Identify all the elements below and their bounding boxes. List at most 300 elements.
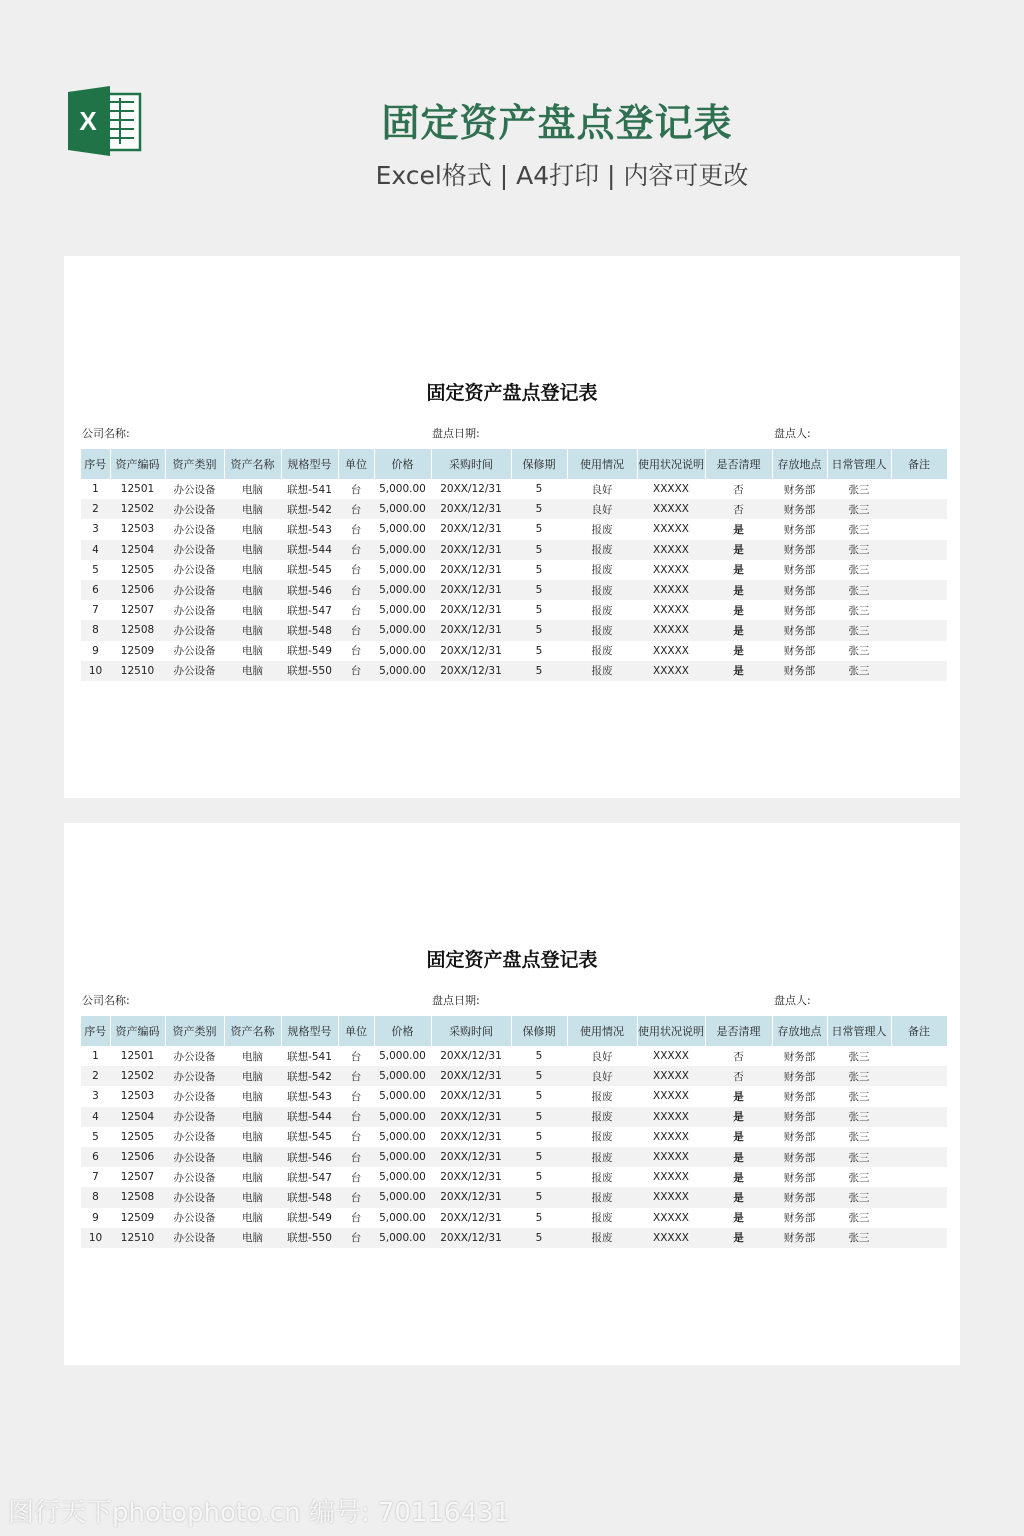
table-cell: 张三 — [848, 1050, 870, 1063]
table-cell: 12503 — [120, 523, 155, 536]
table-cell: 办公设备 — [173, 1171, 216, 1184]
table-cell: 良好 — [591, 483, 613, 496]
table-cell: 5 — [535, 644, 543, 657]
column-header: 序号 — [81, 449, 110, 479]
table-cell: 办公设备 — [165, 1107, 224, 1127]
table-row — [81, 1046, 947, 1066]
table-cell: 张三 — [848, 1212, 870, 1225]
table-cell: 20XX/12/31 — [440, 1211, 502, 1224]
table-cell — [891, 560, 947, 580]
table-row — [81, 479, 947, 499]
table-cell: 报废 — [567, 540, 637, 560]
table-cell: 财务部 — [783, 604, 816, 617]
table-cell: 联想-541 — [287, 483, 332, 496]
table-cell: XXXXX — [637, 1147, 705, 1167]
table-cell: 电脑 — [242, 1212, 263, 1225]
table-cell: 12510 — [110, 1228, 165, 1248]
table-row — [81, 580, 947, 600]
table-cell: 财务部 — [772, 661, 827, 681]
table-cell: 12501 — [120, 1050, 155, 1063]
table-cell: 20XX/12/31 — [431, 580, 511, 600]
column-header: 存放地点 — [772, 1016, 827, 1046]
table-cell: 台 — [350, 604, 362, 617]
table-cell: XXXXX — [653, 1050, 689, 1063]
sheet-preview-2 — [64, 823, 960, 1365]
table-cell: 办公设备 — [173, 483, 216, 496]
table-row — [81, 1107, 947, 1127]
table-cell — [891, 641, 947, 661]
table-cell: 张三 — [848, 1171, 870, 1184]
table-cell: 5 — [535, 1171, 543, 1184]
table-row — [81, 661, 947, 681]
table-cell: 5,000.00 — [379, 604, 426, 617]
table-cell: 报废 — [567, 1228, 637, 1248]
inventory-person-label: 盘点人: — [774, 427, 811, 440]
table-cell: 联想-549 — [287, 645, 332, 658]
table-cell: 6 — [81, 580, 110, 600]
table-cell: 电脑 — [224, 1187, 281, 1207]
table-cell: 联想-543 — [287, 523, 332, 536]
table-cell: 电脑 — [224, 620, 281, 640]
sheet-preview-1 — [64, 256, 960, 798]
table-cell: 5,000.00 — [374, 620, 431, 640]
table-cell: 12507 — [120, 604, 155, 617]
table-cell — [891, 1167, 947, 1187]
table-cell: 台 — [350, 1131, 362, 1144]
table-cell: 5 — [511, 1066, 567, 1086]
column-header: 资产名称 — [224, 449, 281, 479]
table-cell: 电脑 — [224, 540, 281, 560]
table-cell: 5 — [535, 523, 543, 536]
table-cell: 电脑 — [242, 1171, 263, 1184]
main-title: 固定资产盘点登记表 — [381, 101, 733, 145]
table-cell: 办公设备 — [165, 540, 224, 560]
table-cell: XXXXX — [637, 580, 705, 600]
table-cell — [891, 1046, 947, 1066]
table-cell: 20XX/12/31 — [431, 620, 511, 640]
table-cell: 电脑 — [242, 564, 263, 577]
table-cell: 台 — [338, 1228, 374, 1248]
table-cell: 台 — [338, 1147, 374, 1167]
table-cell: 台 — [338, 661, 374, 681]
column-header: 保修期 — [511, 449, 567, 479]
table-cell: 12509 — [120, 1211, 155, 1224]
table-cell: 5 — [535, 1050, 543, 1063]
table-cell: 台 — [338, 1107, 374, 1127]
table-cell: 财务部 — [783, 1131, 816, 1144]
table-cell: 5 — [535, 604, 543, 617]
table-cell: 台 — [350, 1212, 362, 1225]
table-cell: 20XX/12/31 — [431, 1147, 511, 1167]
table-cell: 报废 — [567, 1147, 637, 1167]
table-cell: 20XX/12/31 — [440, 523, 502, 536]
table-cell: 5,000.00 — [374, 580, 431, 600]
table-cell: 张三 — [848, 1090, 870, 1103]
excel-logo-letter: X — [79, 106, 97, 136]
table-cell: 5 — [92, 1130, 99, 1143]
column-header: 序号 — [81, 1016, 110, 1046]
table-cell: 12505 — [120, 1130, 155, 1143]
table-cell: 电脑 — [224, 661, 281, 681]
table-cell: XXXXX — [653, 1090, 689, 1103]
table-cell: 20XX/12/31 — [440, 1090, 502, 1103]
table-cell: XXXXX — [637, 1187, 705, 1207]
table-cell: 20XX/12/31 — [431, 499, 511, 519]
table-cell: 10 — [81, 661, 110, 681]
table-cell: 台 — [350, 523, 362, 536]
table-cell: 台 — [350, 1171, 362, 1184]
table-cell: 电脑 — [242, 604, 263, 617]
table-row — [81, 1086, 947, 1106]
table-cell: 财务部 — [783, 1050, 816, 1063]
table-cell — [891, 1228, 947, 1248]
table-cell: 报废 — [567, 1107, 637, 1127]
table-cell: 联想-547 — [287, 604, 332, 617]
table-header-row — [81, 449, 947, 479]
table-cell: 1 — [92, 1050, 99, 1063]
table-cell: 是 — [705, 540, 772, 560]
table-cell: 张三 — [827, 1147, 891, 1167]
table-cell: 2 — [81, 1066, 110, 1086]
column-header: 规格型号 — [281, 1016, 338, 1046]
table-cell: 电脑 — [242, 483, 263, 496]
watermark-text: 图行天下photophoto.cn 编号: 70116431 — [8, 1498, 511, 1528]
table-cell: 是 — [705, 1228, 772, 1248]
table-cell: 张三 — [848, 523, 870, 536]
table-cell: 报废 — [591, 645, 613, 658]
table-row — [81, 519, 947, 539]
table-cell: 是 — [733, 564, 744, 577]
sheet-title: 固定资产盘点登记表 — [426, 949, 598, 971]
table-cell: 财务部 — [772, 1066, 827, 1086]
table-cell: XXXXX — [653, 1211, 689, 1224]
table-cell: 是 — [705, 1187, 772, 1207]
column-header: 存放地点 — [772, 449, 827, 479]
table-row — [81, 1167, 947, 1187]
asset-table — [81, 1016, 948, 1248]
table-cell: 5,000.00 — [374, 1228, 431, 1248]
inventory-date-label: 盘点日期: — [432, 427, 480, 440]
table-cell: 12509 — [120, 644, 155, 657]
table-cell: 办公设备 — [173, 645, 216, 658]
table-cell: XXXXX — [637, 1107, 705, 1127]
column-header: 采购时间 — [431, 449, 511, 479]
table-row — [81, 540, 947, 560]
table-cell: 电脑 — [242, 523, 263, 536]
table-cell: 是 — [733, 604, 744, 617]
table-cell: XXXXX — [637, 661, 705, 681]
table-cell: 20XX/12/31 — [440, 1171, 502, 1184]
table-cell: 5 — [535, 1211, 543, 1224]
table-cell: 财务部 — [772, 540, 827, 560]
table-cell — [891, 1086, 947, 1106]
table-cell: 办公设备 — [165, 1147, 224, 1167]
table-cell: 联想-542 — [281, 499, 338, 519]
table-cell: 张三 — [848, 604, 870, 617]
table-cell: 5 — [535, 483, 543, 496]
table-cell: 12501 — [120, 483, 155, 496]
table-cell: 12504 — [110, 540, 165, 560]
column-header: 资产编码 — [110, 1016, 165, 1046]
table-cell: 5,000.00 — [374, 499, 431, 519]
table-cell: 是 — [705, 1107, 772, 1127]
table-cell: 办公设备 — [165, 620, 224, 640]
table-cell: 报废 — [591, 1212, 613, 1225]
table-cell: 12508 — [110, 620, 165, 640]
table-cell: 办公设备 — [173, 1090, 216, 1103]
table-cell: 5 — [511, 620, 567, 640]
table-header-row — [81, 1016, 947, 1046]
table-cell: 联想-544 — [281, 1107, 338, 1127]
table-cell: 办公设备 — [173, 604, 216, 617]
asset-table — [81, 449, 948, 681]
table-cell: 台 — [350, 1050, 362, 1063]
table-cell — [891, 1127, 947, 1147]
table-cell: 5 — [535, 1130, 543, 1143]
table-cell: 财务部 — [783, 645, 816, 658]
column-header: 使用情况 — [567, 449, 637, 479]
table-cell: XXXXX — [637, 1228, 705, 1248]
table-cell: 张三 — [827, 1066, 891, 1086]
table-cell: 20XX/12/31 — [431, 1066, 511, 1086]
table-cell: 1 — [92, 483, 99, 496]
table-cell: 良好 — [567, 1066, 637, 1086]
column-header: 采购时间 — [431, 1016, 511, 1046]
inventory-person-label: 盘点人: — [774, 994, 811, 1007]
table-cell: 5,000.00 — [374, 540, 431, 560]
table-cell: 5,000.00 — [379, 483, 426, 496]
table-cell: 5 — [511, 580, 567, 600]
table-cell: 财务部 — [772, 580, 827, 600]
table-cell: 电脑 — [242, 1090, 263, 1103]
table-cell: 张三 — [827, 620, 891, 640]
table-cell: 5,000.00 — [374, 1066, 431, 1086]
table-cell: 5 — [511, 1187, 567, 1207]
table-cell: XXXXX — [653, 644, 689, 657]
company-name-label: 公司名称: — [82, 427, 130, 440]
table-cell: 否 — [733, 483, 744, 496]
table-cell: 办公设备 — [165, 580, 224, 600]
inventory-date-label: 盘点日期: — [432, 994, 480, 1007]
table-cell: 电脑 — [242, 1131, 263, 1144]
table-cell: 台 — [350, 645, 362, 658]
table-cell: 8 — [81, 1187, 110, 1207]
column-header: 价格 — [374, 1016, 431, 1046]
table-cell: 3 — [92, 523, 99, 536]
table-cell: 否 — [733, 1050, 744, 1063]
column-header: 单位 — [338, 1016, 374, 1046]
table-cell: 20XX/12/31 — [440, 563, 502, 576]
table-cell: 20XX/12/31 — [431, 1187, 511, 1207]
table-cell: 20XX/12/31 — [440, 1130, 502, 1143]
table-cell: 联想-546 — [281, 580, 338, 600]
table-cell: 10 — [81, 1228, 110, 1248]
table-cell: 电脑 — [224, 499, 281, 519]
table-cell: 台 — [350, 564, 362, 577]
table-cell: 张三 — [827, 540, 891, 560]
table-cell — [891, 499, 947, 519]
table-cell: 联想-545 — [287, 564, 332, 577]
table-cell: 6 — [81, 1147, 110, 1167]
table-cell: 是 — [705, 661, 772, 681]
table-cell: 联想-550 — [281, 1228, 338, 1248]
table-row — [81, 1066, 947, 1086]
table-cell — [891, 600, 947, 620]
table-cell: 20XX/12/31 — [431, 1107, 511, 1127]
table-cell: 是 — [705, 620, 772, 640]
column-header: 资产编码 — [110, 449, 165, 479]
column-header: 使用情况 — [567, 1016, 637, 1046]
table-row — [81, 600, 947, 620]
table-cell: 12506 — [110, 580, 165, 600]
table-cell: 是 — [705, 1147, 772, 1167]
table-row — [81, 560, 947, 580]
table-cell: 办公设备 — [173, 1212, 216, 1225]
table-cell: 20XX/12/31 — [440, 604, 502, 617]
table-cell: 财务部 — [772, 1228, 827, 1248]
table-cell: 财务部 — [783, 483, 816, 496]
table-cell: 12505 — [120, 563, 155, 576]
column-header: 备注 — [891, 449, 947, 479]
table-cell — [891, 620, 947, 640]
table-cell: 电脑 — [242, 1050, 263, 1063]
table-cell: 报废 — [567, 580, 637, 600]
table-cell: 报废 — [591, 1131, 613, 1144]
table-row — [81, 1228, 947, 1248]
table-cell: 报废 — [591, 1171, 613, 1184]
table-cell: 电脑 — [224, 1066, 281, 1086]
table-cell: 联想-542 — [281, 1066, 338, 1086]
table-cell: 电脑 — [224, 1147, 281, 1167]
table-row — [81, 1147, 947, 1167]
column-header: 使用状况说明 — [637, 1016, 705, 1046]
column-header: 保修期 — [511, 1016, 567, 1046]
table-cell: 张三 — [827, 580, 891, 600]
table-cell: 是 — [733, 523, 744, 536]
table-cell: 5,000.00 — [374, 1107, 431, 1127]
table-cell: XXXXX — [637, 620, 705, 640]
table-cell: 12506 — [110, 1147, 165, 1167]
column-header: 资产类别 — [165, 449, 224, 479]
table-cell: 良好 — [591, 1050, 613, 1063]
table-cell: 5,000.00 — [374, 661, 431, 681]
table-cell: 财务部 — [772, 1147, 827, 1167]
table-cell — [891, 661, 947, 681]
table-cell: 20XX/12/31 — [440, 483, 502, 496]
table-cell: 联想-548 — [281, 620, 338, 640]
table-cell: XXXXX — [653, 563, 689, 576]
table-cell: XXXXX — [637, 1066, 705, 1086]
table-cell: 20XX/12/31 — [440, 644, 502, 657]
table-cell: 12504 — [110, 1107, 165, 1127]
table-cell: 5 — [511, 661, 567, 681]
company-name-label: 公司名称: — [82, 994, 130, 1007]
table-cell: 办公设备 — [165, 1228, 224, 1248]
table-cell: 报废 — [567, 661, 637, 681]
table-cell — [891, 1107, 947, 1127]
column-header: 日常管理人 — [827, 1016, 891, 1046]
column-header: 日常管理人 — [827, 449, 891, 479]
column-header: 单位 — [338, 449, 374, 479]
table-cell: 联想-546 — [281, 1147, 338, 1167]
table-cell: XXXXX — [653, 1130, 689, 1143]
table-cell: 12508 — [110, 1187, 165, 1207]
table-cell: 9 — [92, 644, 99, 657]
table-cell: 否 — [705, 499, 772, 519]
table-cell: 财务部 — [783, 564, 816, 577]
table-cell: 良好 — [567, 499, 637, 519]
table-cell: 5 — [511, 499, 567, 519]
table-cell: 张三 — [827, 661, 891, 681]
table-cell: 12507 — [120, 1171, 155, 1184]
table-cell: 张三 — [848, 645, 870, 658]
table-cell: 5 — [535, 563, 543, 576]
table-row — [81, 620, 947, 640]
table-cell: 办公设备 — [173, 523, 216, 536]
table-cell: 报废 — [567, 1187, 637, 1207]
table-cell: 5,000.00 — [379, 1090, 426, 1103]
table-cell: 5 — [511, 1147, 567, 1167]
table-cell: 12502 — [110, 1066, 165, 1086]
column-header: 资产名称 — [224, 1016, 281, 1046]
table-cell: 办公设备 — [165, 499, 224, 519]
table-cell: 4 — [81, 540, 110, 560]
table-cell: 台 — [338, 499, 374, 519]
table-cell: 办公设备 — [165, 1066, 224, 1086]
table-cell: 5,000.00 — [379, 1050, 426, 1063]
table-cell: 电脑 — [242, 645, 263, 658]
table-cell: 5 — [535, 1090, 543, 1103]
table-cell: 财务部 — [783, 1090, 816, 1103]
table-cell: 张三 — [827, 1187, 891, 1207]
table-cell: 12510 — [110, 661, 165, 681]
table-cell: 财务部 — [772, 499, 827, 519]
table-cell: 8 — [81, 620, 110, 640]
table-cell — [891, 540, 947, 560]
table-row — [81, 1187, 947, 1207]
table-cell: XXXXX — [653, 523, 689, 536]
table-cell: 20XX/12/31 — [440, 1050, 502, 1063]
table-cell — [891, 519, 947, 539]
table-cell: 联想-545 — [287, 1131, 332, 1144]
table-cell: 20XX/12/31 — [431, 1228, 511, 1248]
table-cell: 5,000.00 — [374, 1187, 431, 1207]
table-cell: 5 — [511, 540, 567, 560]
table-cell: XXXXX — [637, 540, 705, 560]
table-cell: 5 — [511, 1228, 567, 1248]
table-cell: 5,000.00 — [379, 1130, 426, 1143]
table-cell: 5 — [92, 563, 99, 576]
column-header: 使用状况说明 — [637, 449, 705, 479]
table-cell: 联想-541 — [287, 1050, 332, 1063]
table-cell — [891, 580, 947, 600]
column-header: 是否清理 — [705, 1016, 772, 1046]
table-cell: XXXXX — [653, 483, 689, 496]
table-cell: 7 — [92, 604, 99, 617]
table-row — [81, 1127, 947, 1147]
table-cell: 办公设备 — [165, 1187, 224, 1207]
table-cell: 报废 — [591, 523, 613, 536]
table-cell: 7 — [92, 1171, 99, 1184]
table-cell: 是 — [705, 580, 772, 600]
table-cell: 台 — [350, 483, 362, 496]
table-cell: 电脑 — [224, 1107, 281, 1127]
table-cell: 报废 — [591, 604, 613, 617]
table-cell: 5,000.00 — [379, 1171, 426, 1184]
table-cell: 财务部 — [772, 620, 827, 640]
table-cell: 是 — [733, 1090, 744, 1103]
table-cell: 3 — [92, 1090, 99, 1103]
